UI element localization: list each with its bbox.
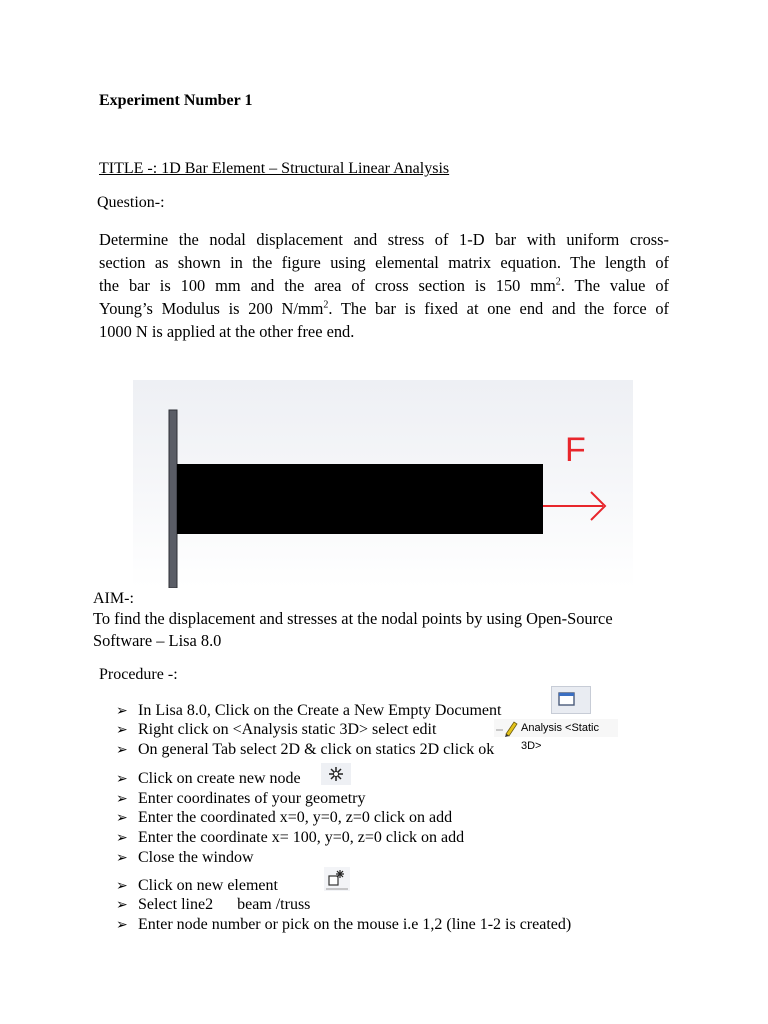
question-line-5: 1000 N is applied at the other free end. (99, 322, 355, 341)
bullet-arrow-icon: ➢ (116, 743, 128, 758)
list-item: ➢ In Lisa 8.0, Click on the Create a New Empty Document (116, 701, 501, 721)
fixed-wall (169, 410, 177, 588)
bullet-arrow-icon: ➢ (116, 704, 128, 719)
create-node-icon (321, 763, 351, 785)
force-label: F (565, 431, 586, 469)
list-item: ➢ Right click on <Analysis static 3D> select edit (116, 720, 436, 740)
bar-figure-drawing (133, 380, 633, 588)
list-item: ➢ Close the window (116, 848, 254, 868)
bullet-arrow-icon: ➢ (116, 723, 128, 738)
aim-line-1: To find the displacement and stresses at the nodal points by using Open-Source (93, 609, 613, 628)
new-document-icon (551, 686, 591, 714)
question-paragraph (99, 228, 669, 343)
document-title: TITLE -: 1D Bar Element – Structural Linear Analysis (99, 160, 450, 177)
aim-paragraph (93, 608, 613, 652)
list-item: ➢ Enter the coordinated x=0, y=0, z=0 click on add (116, 808, 452, 828)
aim-label: AIM-: (93, 590, 134, 607)
list-item: ➢ Click on create new node (116, 769, 301, 789)
analysis-static-3d-chip: Analysis <Static 3D> (494, 719, 618, 737)
list-item: ➢ Click on new element (116, 876, 278, 896)
question-line-4: Young’s Modulus is 200 $N/mm^2$. The bar is fixed at one end and the force of (99, 299, 670, 318)
bullet-arrow-icon: ➢ (116, 831, 128, 846)
bullet-arrow-icon: ➢ (116, 792, 128, 807)
list-item: ➢ Enter coordinates of your geometry (116, 789, 365, 809)
new-element-icon (324, 867, 350, 891)
list-item: ➢ Enter the coordinate x= 100, y=0, z=0 click on add (116, 828, 464, 848)
question-label: Question-: (97, 194, 165, 211)
aim-line-2: Software – Lisa 8.0 (93, 631, 222, 650)
list-item: ➢ Enter node number or pick on the mouse i.e 1,2 (line 1-2 is created) (116, 915, 571, 935)
bullet-arrow-icon: ➢ (116, 772, 128, 787)
question-line-2: section as shown in the figure using elemental matrix equation. The length of (99, 253, 669, 272)
heading: Experiment Number 1 (99, 92, 253, 109)
procedure-label: Procedure -: (99, 666, 178, 683)
bullet-arrow-icon: ➢ (116, 811, 128, 826)
edit-pencil-icon (494, 719, 520, 737)
bullet-arrow-icon: ➢ (116, 851, 128, 866)
bullet-arrow-icon: ➢ (116, 898, 128, 913)
bullet-arrow-icon: ➢ (116, 879, 128, 894)
question-line-3: the bar is 100 mm and the area of cross section is 150 $mm^2$. The value of (99, 276, 669, 295)
bar-figure (133, 380, 633, 588)
bullet-arrow-icon: ➢ (116, 918, 128, 933)
bar-element (177, 464, 543, 534)
list-item: ➢ Select line2 beam /truss (116, 895, 310, 915)
list-item: ➢ On general Tab select 2D & click on statics 2D click ok (116, 740, 494, 760)
question-line-1: Determine the nodal displacement and stress of 1-D bar with uniform cross- (99, 230, 669, 249)
